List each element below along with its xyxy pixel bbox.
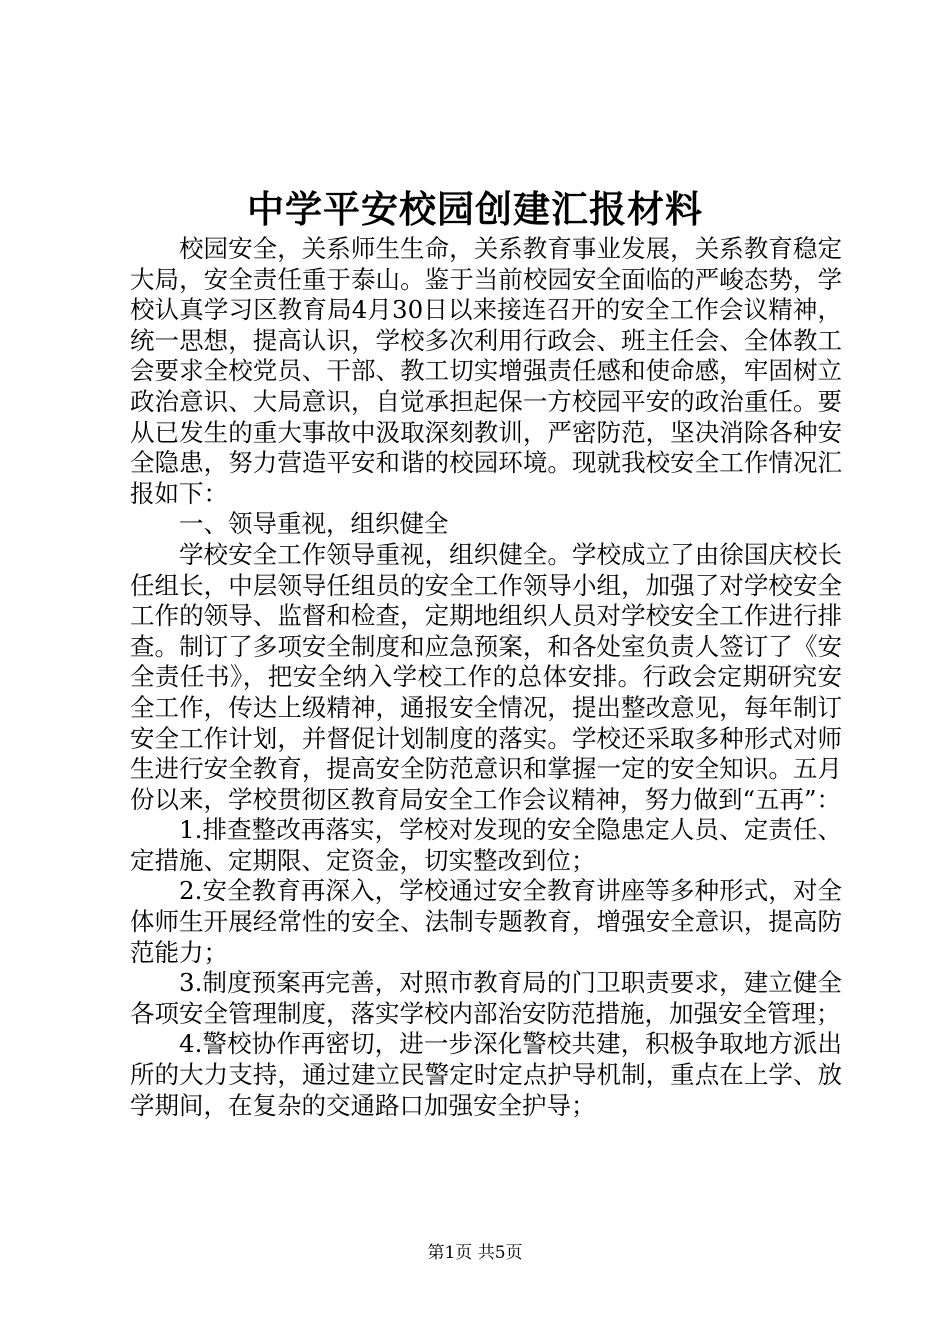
list-item-2: 2.安全教育再深入，学校通过安全教育讲座等多种形式，对全体师生开展经常性的安全、法制专题教育，增强安全意识，提高防范能力； bbox=[130, 876, 842, 967]
list-item-4: 4.警校协作再密切，进一步深化警校共建，积极争取地方派出所的大力支持，通过建立民警定时定点护导机制，重点在上学、放学期间，在复杂的交通路口加强安全护导； bbox=[130, 1029, 842, 1120]
paragraph-section-1: 学校安全工作领导重视，组织健全。学校成立了由徐国庆校长任组长，中层领导任组员的安全工作领导小组，加强了对学校安全工作的领导、监督和检查，定期地组织人员对学校安全工作进行排查。制订了多项安全制度和应急预案，和各处室负责人签订了《安全责任书》，把安全纳入学校工作的总体安排。行政会定期研究安全工作，传达上级精神，通报安全情况，提出整改意见，每年制订安全工作计划，并督促计划制度的落实。学校还采取多种形式对师生进行安全教育，提高安全防范意识和掌握一定的安全知识。五月份以来，学校贯彻区教育局安全工作会议精神，努力做到“五再”： bbox=[130, 539, 842, 814]
list-item-3: 3.制度预案再完善，对照市教育局的门卫职责要求，建立健全各项安全管理制度，落实学校内部治安防范措施，加强安全管理； bbox=[130, 968, 842, 1028]
document-title: 中学平安校园创建汇报材料 bbox=[247, 187, 703, 231]
page-footer: 第1页 共5页 bbox=[427, 1243, 523, 1263]
list-item-1: 1.排查整改再落实，学校对发现的安全隐患定人员、定责任、定措施、定期限、定资金，切实整改到位； bbox=[130, 815, 842, 875]
document-body bbox=[130, 234, 842, 1121]
section-heading-1: 一、领导重视，组织健全 bbox=[179, 509, 449, 539]
paragraph-intro: 校园安全，关系师生生命，关系教育事业发展，关系教育稳定大局，安全责任重于泰山。鉴于当前校园安全面临的严峻态势，学校认真学习区教育局4月30日以来接连召开的安全工作会议精神，统一思想，提高认识，学校多次利用行政会、班主任会、全体教工会要求全校党员、干部、教工切实增强责任感和使命感，牢固树立政治意识、大局意识，自觉承担起保一方校园平安的政治重任。要从已发生的重大事故中汲取深刻教训，严密防范，坚决消除各种安全隐患，努力营造平安和谐的校园环境。现就我校安全工作情况汇报如下： bbox=[130, 234, 842, 508]
